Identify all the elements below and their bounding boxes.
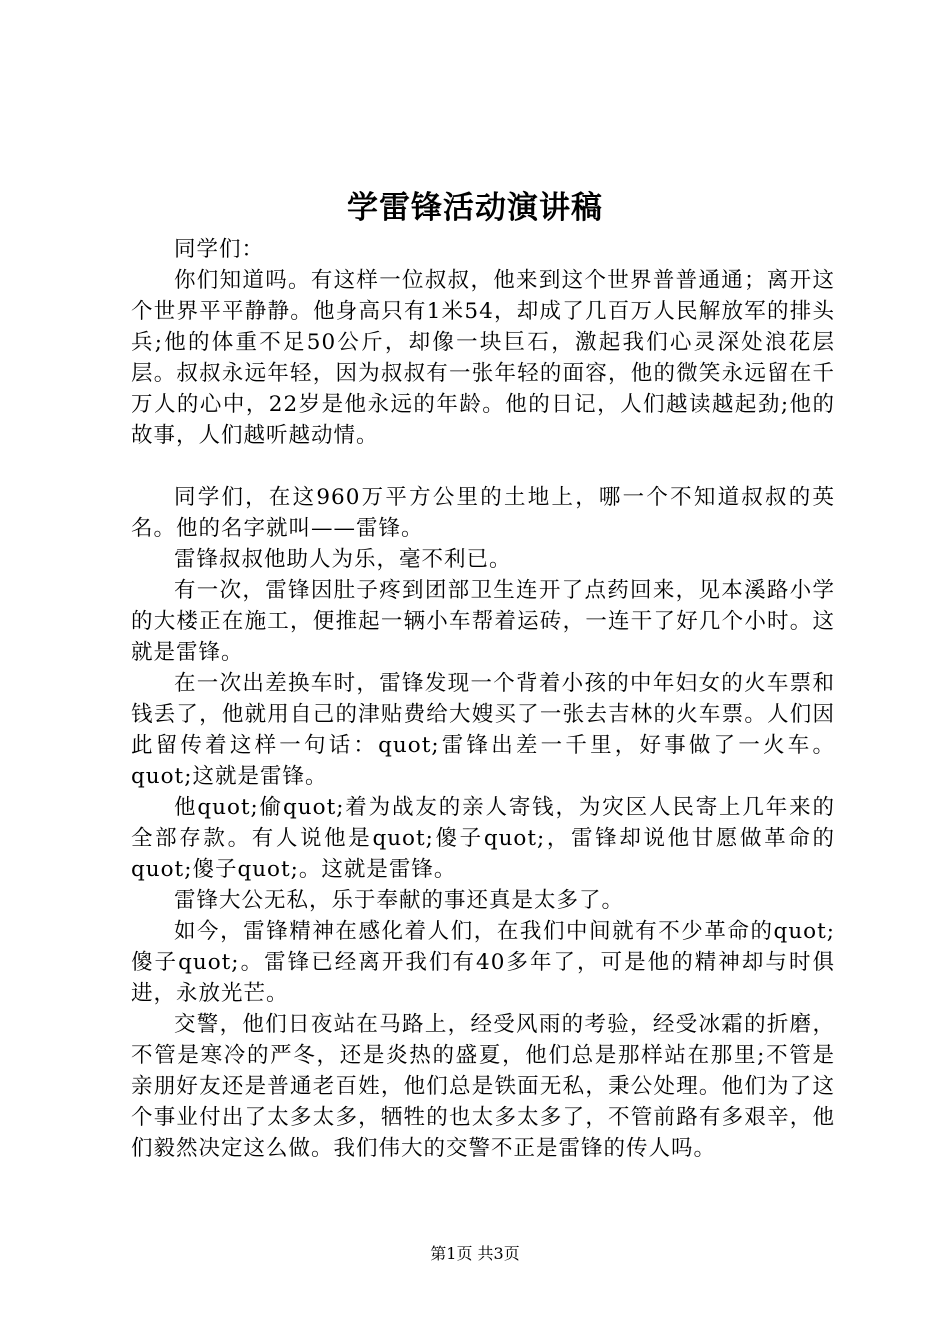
document-title: 学雷锋活动演讲稿 — [347, 190, 603, 226]
page-number-footer: 第1页 共3页 — [430, 1244, 520, 1263]
paragraph-spirit: 如今，雷锋精神在感化着人们，在我们中间就有不少革命的quot;傻子quot;。雷锋已经离开我们有40多年了，可是他的精神却与时俱进，永放光芒。 — [131, 919, 835, 1006]
paragraph-intro: 你们知道吗。有这样一位叔叔，他来到这个世界普普通通；离开这个世界平平静静。他身高只有1米54，却成了几百万人民解放军的排头兵;他的体重不足50公斤，却像一块巨石，激起我们心灵深处浪花层层。叔叔永远年轻，因为叔叔有一张年轻的面容，他的微笑永远留在千万人的心中，22岁是他永远的年龄。他的日记，人们越读越起劲;他的故事，人们越听越动情。 — [131, 268, 835, 448]
paragraph-traffic-police: 交警，他们日夜站在马路上，经受风雨的考验，经受冰霜的折磨，不管是寒冷的严冬，还是炎热的盛夏，他们总是那样站在那里;不管是亲朋好友还是普通老百姓，他们总是铁面无私，秉公处理。他们为了这个事业付出了太多太多，牺牲的也太多太多了，不管前路有多艰辛，他们毅然决定这么做。我们伟大的交警不正是雷锋的传人吗。 — [131, 1012, 835, 1161]
paragraph-selfless: 雷锋大公无私，乐于奉献的事还真是太多了。 — [174, 888, 625, 913]
document-body — [131, 234, 835, 1164]
paragraph-train-ticket: 在一次出差换车时，雷锋发现一个背着小孩的中年妇女的火车票和钱丢了，他就用自己的津贴费给大嫂买了一张去吉林的火车票。人们因此留传着这样一句话：quot;雷锋出差一千里，好事做了一火车。quot;这就是雷锋。 — [131, 671, 835, 789]
paragraph-donation: 他quot;偷quot;着为战友的亲人寄钱，为灾区人民寄上几年来的全部存款。有人说他是quot;傻子quot;，雷锋却说他甘愿做革命的quot;傻子quot;。这就是雷锋。 — [131, 795, 835, 882]
paragraph-greeting: 同学们： — [174, 237, 265, 262]
paragraph-name: 同学们，在这960万平方公里的土地上，哪一个不知道叔叔的英名。他的名字就叫——雷锋。 — [131, 485, 835, 541]
paragraph-bricks: 有一次，雷锋因肚子疼到团部卫生连开了点药回来，见本溪路小学的大楼正在施工，便推起一辆小车帮着运砖，一连干了好几个小时。这就是雷锋。 — [131, 578, 835, 665]
paragraph-helpful: 雷锋叔叔他助人为乐，毫不利已。 — [174, 547, 512, 572]
